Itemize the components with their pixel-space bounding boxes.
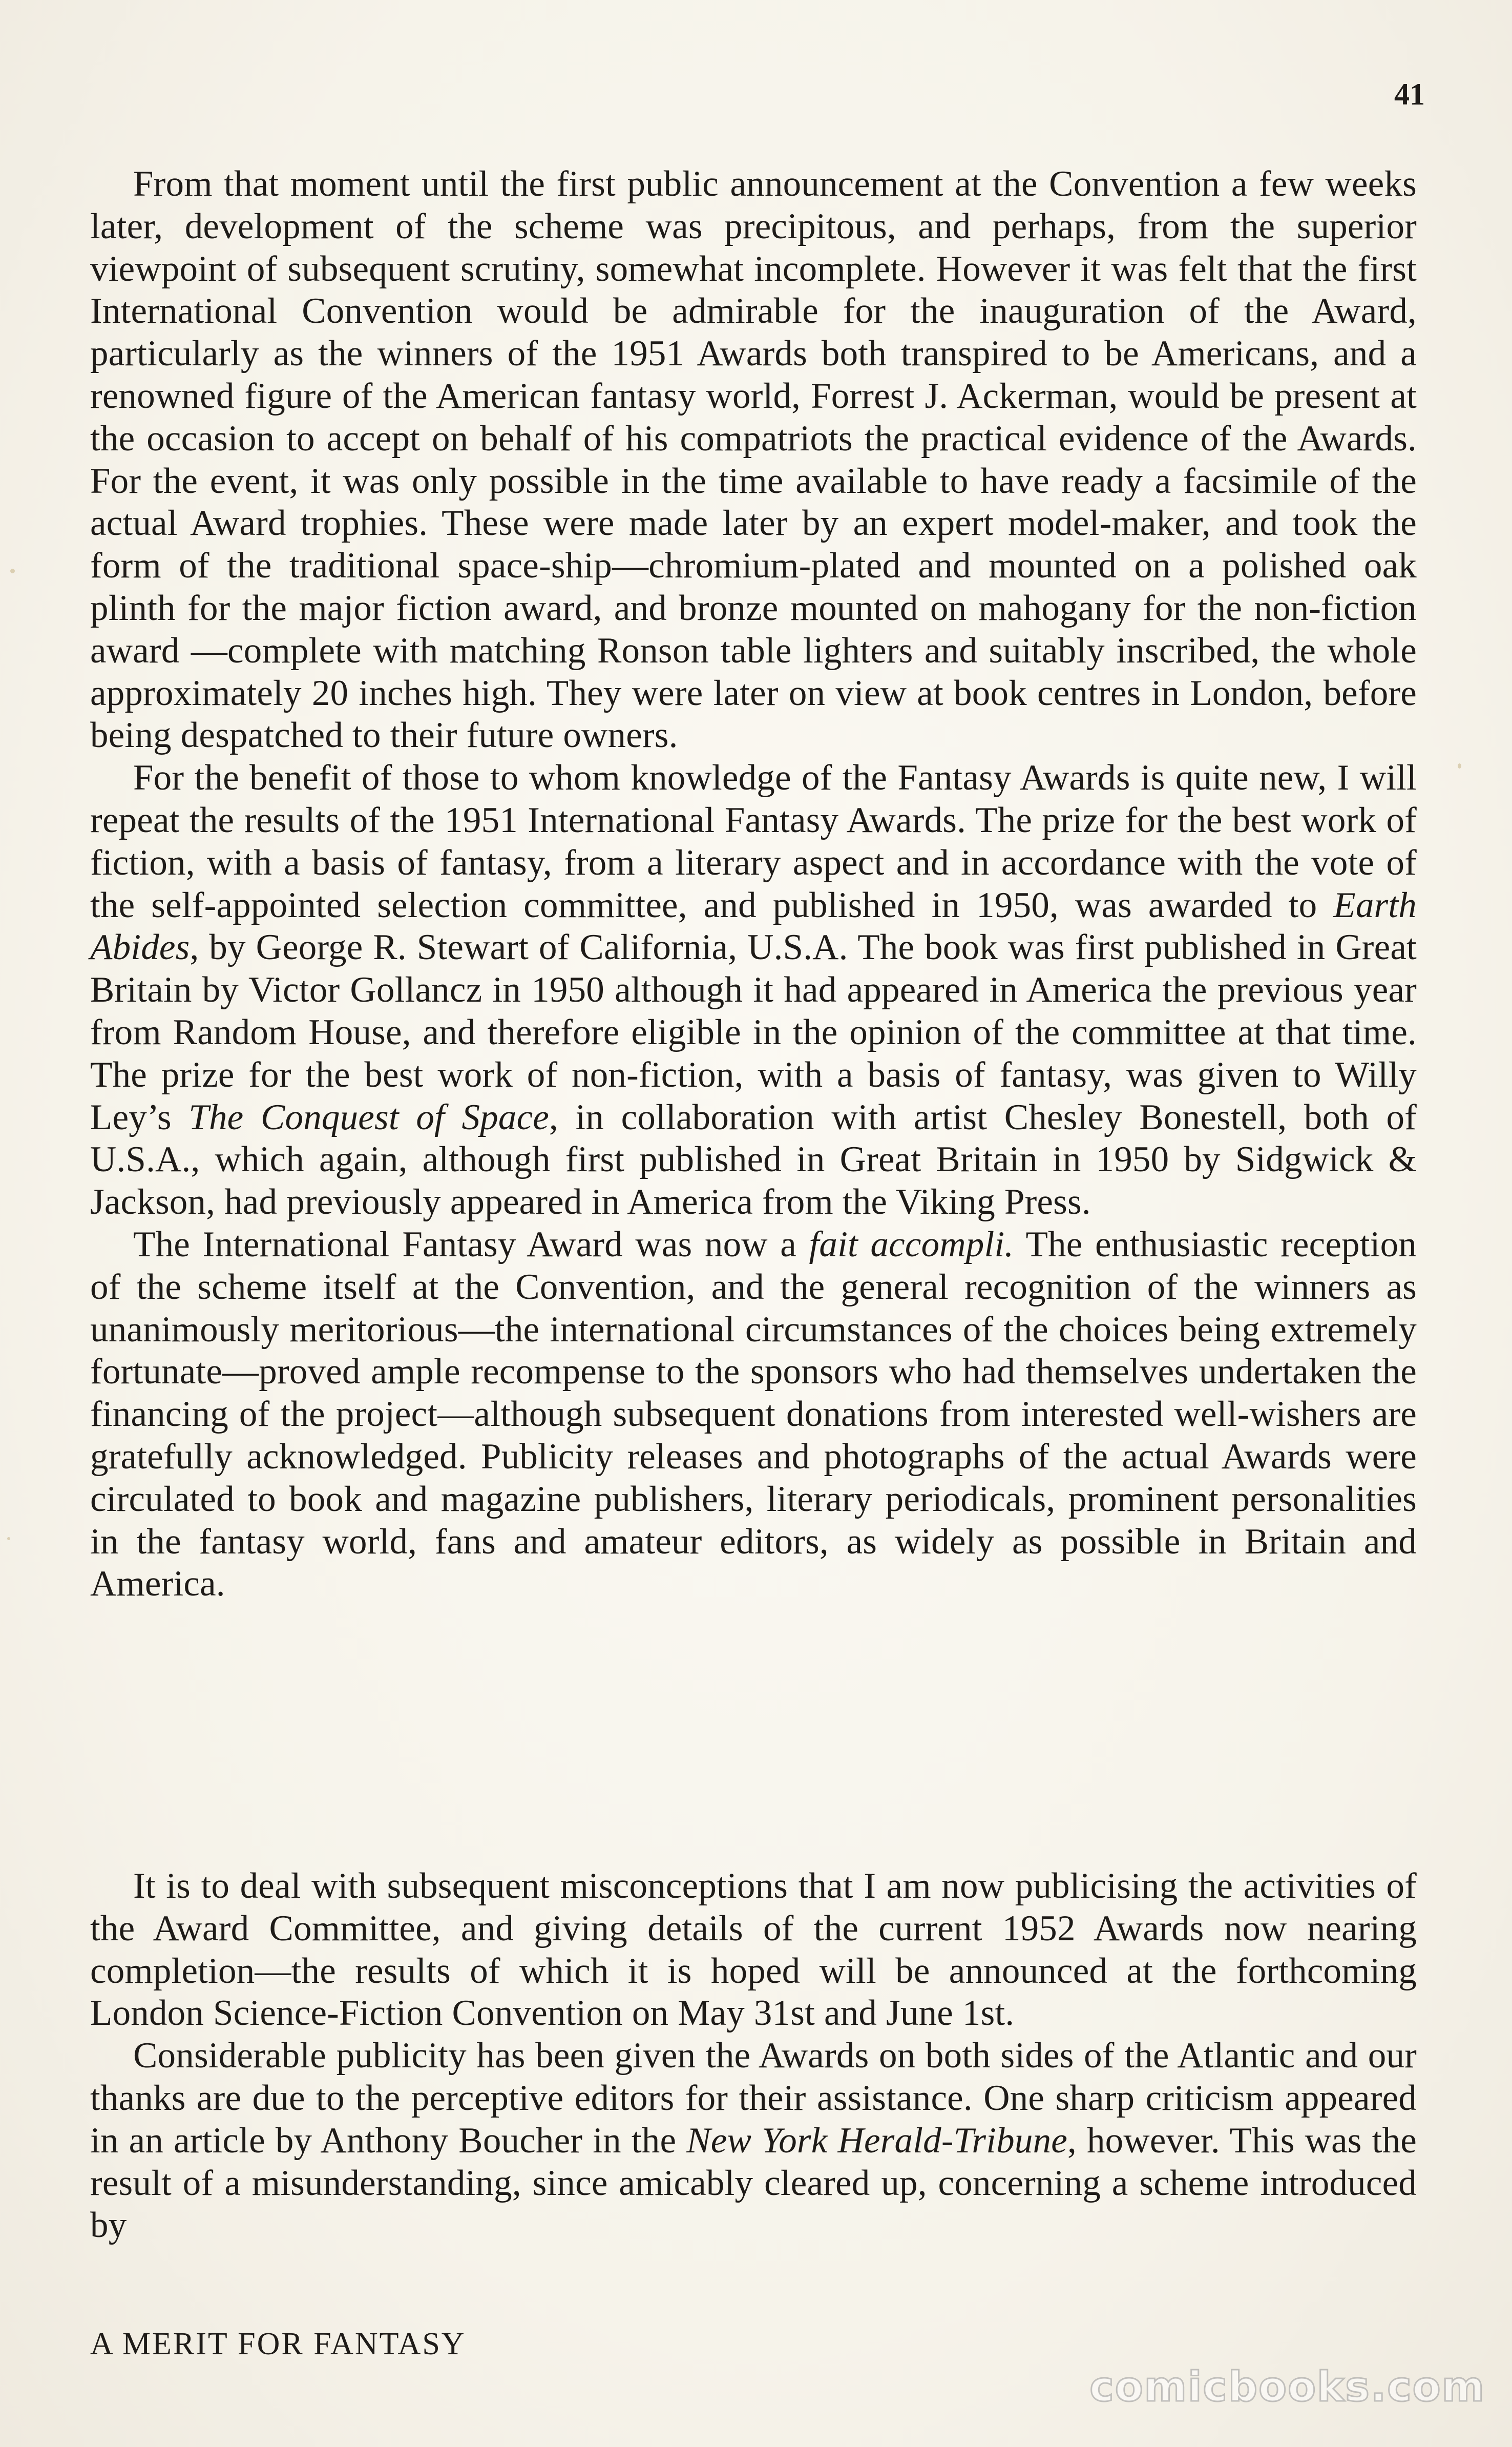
paper-speck [1458,763,1461,769]
italic-title: fait accompli. [809,1224,1014,1264]
paragraph [90,163,1417,757]
page-number: 41 [1394,77,1425,111]
text-run: For the benefit of those to whom knowledge of the Fantasy Awards is quite new, I will repeat the results of the 1951 International Fantasy Awards. The prize for the best work of fiction, with a basis of fantasy, from a literary aspect and in accordance with the vote of the self-appointed selection committee, and published in 1950, was awarded to [90,758,1417,925]
text-section-1 [90,163,1417,1605]
running-foot-title: A MERIT FOR FANTASY [90,2327,466,2361]
text-run: , in collaboration with artist Chesley Bonestell, both of U.S.A., which again, although first published in Great Britain in 1950 by Sidgwick & Jackson, had previously appeared in America from the Viking Press. [90,1097,1417,1222]
paragraph [90,2035,1417,2247]
paper-speck [10,569,15,573]
text-section-2 [90,1865,1417,2247]
italic-title: New York Herald-Tribune [686,2120,1067,2161]
watermark-logo: comicbooks.com [1089,2363,1485,2411]
text-run: , however. This was the result of a misunderstanding, since amicably cleared up, concerning a scheme introduced by [90,2120,1417,2246]
text-run: It is to deal with subsequent misconceptions that I am now publicising the activities of the Award Committee, and giving details of the current 1952 Awards now nearing completion—the results of which it is hoped will be announced at the forthcoming London Science-Fiction Convention on May 31st and June 1st. [90,1866,1417,2034]
paragraph [90,757,1417,1224]
text-run: From that moment until the first public announcement at the Convention a few weeks later, development of the scheme was precipitous, and perhaps, from the superior viewpoint of subsequent scrutiny, somewhat incomplete. However it was felt that the first International Convention would be admirable for the inauguration of the Award, particularly as the winners of the 1951 Awards both transpired to be Americans, and a renowned figure of the American fantasy world, Forrest J. Ackerman, would be present at the occasion to accept on behalf of his compatriots the practical evidence of the Awards. For the event, it was only possible in the time available to have ready a facsimile of the actual Award trophies. These were made later by an expert model-maker, and took the form of the traditional space-ship—chromium-plated and mounted on a polished oak plinth for the major fiction award, and bronze mounted on mahogany for the non-fiction award —complete with matching Ronson table lighters and suitably inscribed, the whole approximately 20 inches high. They were later on view at book centres in London, before being despatched to their future owners. [90,164,1417,756]
text-run: The enthusiastic reception of the scheme itself at the Convention, and the general recognition of the winners as unanimously meritorious—the international circumstances of the choices being extremely fortunate—proved ample recompense to the sponsors who had themselves undertaken the financing of the project—although subsequent donations from interested well-wishers are gratefully acknowledged. Publicity releases and photographs of the actual Awards were circulated to book and magazine publishers, literary periodicals, prominent personalities in the fantasy world, fans and amateur editors, as widely as possible in Britain and America. [90,1224,1417,1604]
text-run: The International Fantasy Award was now a [133,1224,809,1264]
italic-title: Earth Abides [90,885,1417,968]
paragraph [90,1865,1417,2035]
italic-title: The Conquest of Space [188,1097,550,1137]
paragraph [90,1224,1417,1605]
text-run: , by George R. Stewart of California, U.S.A. The book was first published in Great Britain by Victor Gollancz in 1950 although it had appeared in America the previous year from Random House, and therefore eligible in the opinion of the committee at that time. The prize for the best work of non-fiction, with a basis of fantasy, was given to Willy Ley’s [90,927,1417,1137]
text-run: Considerable publicity has been given the Awards on both sides of the Atlantic and our thanks are due to the perceptive editors for their assistance. One sharp criticism appeared in an article by Anthony Boucher in the [90,2036,1417,2161]
paper-speck [7,1537,10,1540]
